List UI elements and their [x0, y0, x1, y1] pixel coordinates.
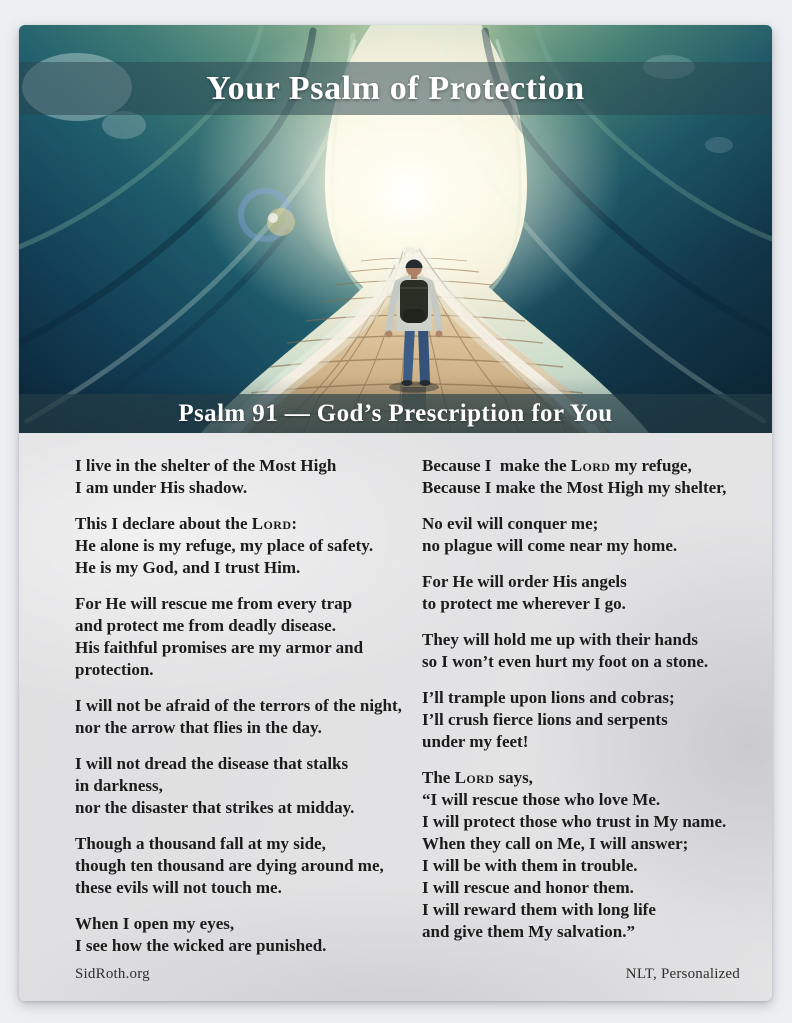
stanza	[422, 629, 726, 673]
poem-line: For He will rescue me from every trap	[75, 594, 353, 613]
stanza	[422, 513, 726, 557]
man-left-hand	[386, 331, 393, 338]
poem-line: these evils will not touch me.	[75, 878, 282, 897]
footer-site-name: SidRoth.org	[75, 966, 150, 982]
poem-line: nor the arrow that flies in the day.	[75, 718, 322, 737]
poem-line: They will hold me up with their hands	[422, 630, 699, 649]
title-banner	[19, 62, 772, 115]
footer	[75, 966, 740, 983]
poem-line: I will not dread the disease that stalks	[75, 754, 349, 773]
poem-line: and give them My salvation.”	[422, 922, 635, 941]
hero-image	[19, 25, 772, 433]
small-caps-lord: Lord	[570, 456, 611, 475]
stanza	[75, 833, 402, 899]
poem-line: nor the disaster that strikes at midday.	[75, 798, 355, 817]
stanza	[422, 571, 726, 615]
man-right-foot	[420, 380, 431, 386]
poem-line: I will protect those who trust in My name.	[422, 812, 727, 831]
small-caps-lord: Lord	[454, 768, 495, 787]
small-caps-lord: Lord	[251, 514, 292, 533]
poem-line: I live in the shelter of the Most High	[75, 456, 337, 475]
psalm-text-section	[19, 433, 772, 1001]
stanza	[75, 513, 402, 579]
subtitle-banner	[19, 394, 772, 433]
poem-line: I am under His shadow.	[75, 478, 248, 497]
poem-line: protection.	[75, 660, 154, 679]
poem-line: I see how the wicked are punished.	[75, 936, 327, 955]
poem-line: He alone is my refuge, my place of safety.	[75, 536, 374, 555]
poem-line: “I will rescue those who love Me.	[422, 790, 661, 809]
poem-line: His faithful promises are my armor and	[75, 638, 364, 657]
poem-line: in darkness,	[75, 776, 163, 795]
poem-line: and protect me from deadly disease.	[75, 616, 336, 635]
poem-line: I’ll trample upon lions and cobras;	[422, 688, 675, 707]
backpack-pocket	[403, 309, 425, 323]
poem-line: This I declare about the Lord:	[75, 514, 298, 533]
poem-line: No evil will conquer me;	[422, 514, 599, 533]
psalm-column-left	[75, 455, 402, 971]
poem-line: under my feet!	[422, 732, 529, 751]
man-right-hand	[436, 331, 443, 338]
page-subtitle: Psalm 91 — God’s Prescription for You	[178, 399, 613, 427]
stanza	[75, 455, 402, 499]
poem-line: I will reward them with long life	[422, 900, 656, 919]
poem-line: I will be with them in trouble.	[422, 856, 638, 875]
stanza	[75, 695, 402, 739]
stanza	[422, 687, 726, 753]
stanza	[422, 455, 726, 499]
poem-line: I will not be afraid of the terrors of the night,	[75, 696, 402, 715]
poem-line: For He will order His angels	[422, 572, 627, 591]
man-left-foot	[402, 380, 413, 386]
poem-line: When they call on Me, I will answer;	[422, 834, 689, 853]
stanza	[75, 753, 402, 819]
flyer	[19, 25, 772, 1001]
psalm-column-right	[422, 455, 726, 957]
poem-line: When I open my eyes,	[75, 914, 235, 933]
poem-line: He is my God, and I trust Him.	[75, 558, 301, 577]
poem-line: I will rescue and honor them.	[422, 878, 634, 897]
stanza	[75, 913, 402, 957]
footer-translation-note: NLT, Personalized	[625, 966, 740, 982]
poem-line: no plague will come near my home.	[422, 536, 678, 555]
poem-line: I’ll crush fierce lions and serpents	[422, 710, 668, 729]
poem-line: Because I make the Most High my shelter,	[422, 478, 727, 497]
page-title: Your Psalm of Protection	[206, 69, 585, 107]
poem-line: Though a thousand fall at my side,	[75, 834, 326, 853]
poem-line: though ten thousand are dying around me,	[75, 856, 384, 875]
poem-line: to protect me wherever I go.	[422, 594, 626, 613]
poem-line: The Lord says,	[422, 768, 533, 787]
stanza	[422, 767, 726, 943]
poem-line: Because I make the Lord my refuge,	[422, 456, 692, 475]
poem-line: so I won’t even hurt my foot on a stone.	[422, 652, 709, 671]
man-right-leg	[418, 327, 430, 382]
stanza	[75, 593, 402, 681]
